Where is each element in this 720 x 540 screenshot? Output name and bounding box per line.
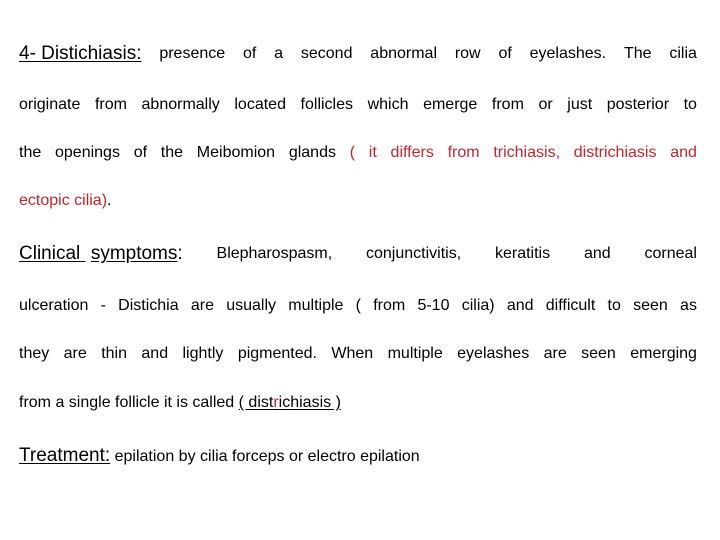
text-word: from	[373, 297, 406, 314]
text-word: corneal	[644, 245, 697, 262]
clinical-heading-word: symptoms	[90, 243, 178, 264]
term-part: ichiasis )	[278, 394, 341, 411]
text-word: multiple	[288, 297, 344, 314]
text-word: located	[234, 96, 286, 113]
text-word: abnormal	[370, 45, 437, 62]
distichiasis-line-3	[19, 143, 697, 163]
text-word: originate	[19, 96, 81, 113]
distichiasis-heading: 4- Distichiasis:	[19, 43, 142, 64]
text-word: just	[567, 96, 593, 113]
text-word: the	[160, 144, 184, 161]
text-word: as	[680, 297, 697, 314]
text-word: cilia	[669, 45, 697, 62]
text-word: they	[19, 345, 50, 362]
districhiasis-term	[239, 394, 341, 411]
text-word: a	[274, 45, 284, 62]
clinical-line-2	[19, 296, 697, 316]
text-word: difficult	[545, 297, 596, 314]
clinical-line-3	[19, 344, 697, 364]
text-word: Meibomion	[196, 144, 276, 161]
text-word: of	[242, 45, 257, 62]
highlight-word: trichiasis,	[493, 144, 561, 161]
clinical-line-4	[19, 393, 697, 413]
text-word: are	[63, 345, 87, 362]
text-word: conjunctivitis,	[365, 245, 462, 262]
text-word: or	[538, 96, 553, 113]
text-word: follicles	[300, 96, 354, 113]
clinical-line-1	[19, 244, 697, 264]
text-word: presence	[159, 45, 226, 62]
text-word: multiple	[387, 345, 443, 362]
highlight-word: districhiasis	[573, 144, 657, 161]
text-word: Distichia	[118, 297, 179, 314]
text-word: row	[454, 45, 481, 62]
term-highlight-letter: r	[273, 394, 279, 411]
text-word: of	[133, 144, 148, 161]
text-word: abnormally	[141, 96, 220, 113]
text-word: thin	[101, 345, 127, 362]
term-part: ( dist	[238, 394, 274, 411]
distichiasis-line-4	[19, 191, 697, 211]
text-word: seen	[633, 297, 668, 314]
text-word: eyelashes.	[529, 45, 607, 62]
highlight-word: differs	[390, 144, 434, 161]
text-word: Blepharospasm,	[216, 245, 333, 262]
treatment-line	[19, 446, 697, 467]
treatment-text: epilation by cilia forceps or electro epilation	[114, 448, 420, 465]
text-word: pigmented.	[237, 345, 317, 362]
text-word: ulceration	[19, 297, 89, 314]
text-word: are	[543, 345, 567, 362]
text-word: lightly	[182, 345, 224, 362]
document-page	[19, 0, 697, 540]
highlight-word: and	[670, 144, 697, 161]
text-word: are	[190, 297, 214, 314]
text-word: emerging	[630, 345, 697, 362]
text-word: and	[506, 297, 534, 314]
text-run: from a single follicle it is called	[19, 394, 235, 411]
text-word: and	[141, 345, 169, 362]
text-word: posterior	[606, 96, 670, 113]
text-word: When	[331, 345, 374, 362]
distichiasis-line-2	[19, 95, 697, 115]
text-word: eyelashes	[457, 345, 530, 362]
highlight-word: (	[349, 144, 356, 161]
text-word: second	[300, 45, 353, 62]
highlight-word: from	[447, 144, 480, 161]
text-word: cilia)	[461, 297, 495, 314]
text-word: the	[19, 144, 42, 161]
text-word: glands	[288, 144, 336, 161]
highlight-text: ectopic cilia)	[19, 192, 108, 209]
highlight-word: it	[368, 144, 377, 161]
heading-colon: :	[177, 243, 183, 264]
text-word: of	[498, 45, 512, 62]
text-word: seen	[581, 345, 616, 362]
text-word: (	[355, 297, 361, 314]
text-word: The	[623, 45, 652, 62]
period-text: .	[107, 192, 112, 209]
text-word: to	[683, 96, 697, 113]
text-word: usually	[226, 297, 277, 314]
clinical-heading-word: Clinical	[19, 243, 81, 264]
text-word: openings	[55, 144, 120, 161]
text-word: from	[491, 96, 524, 113]
text-word: which	[367, 96, 409, 113]
clinical-heading	[19, 244, 183, 264]
text-word: to	[607, 297, 621, 314]
text-word: from	[94, 96, 127, 113]
text-word: -	[100, 297, 106, 314]
text-word: keratitis	[494, 245, 551, 262]
text-word: 5-10	[417, 297, 450, 314]
text-word: and	[583, 245, 611, 262]
text-word: emerge	[423, 96, 478, 113]
distichiasis-line-1	[19, 44, 697, 64]
treatment-heading: Treatment:	[19, 445, 111, 466]
